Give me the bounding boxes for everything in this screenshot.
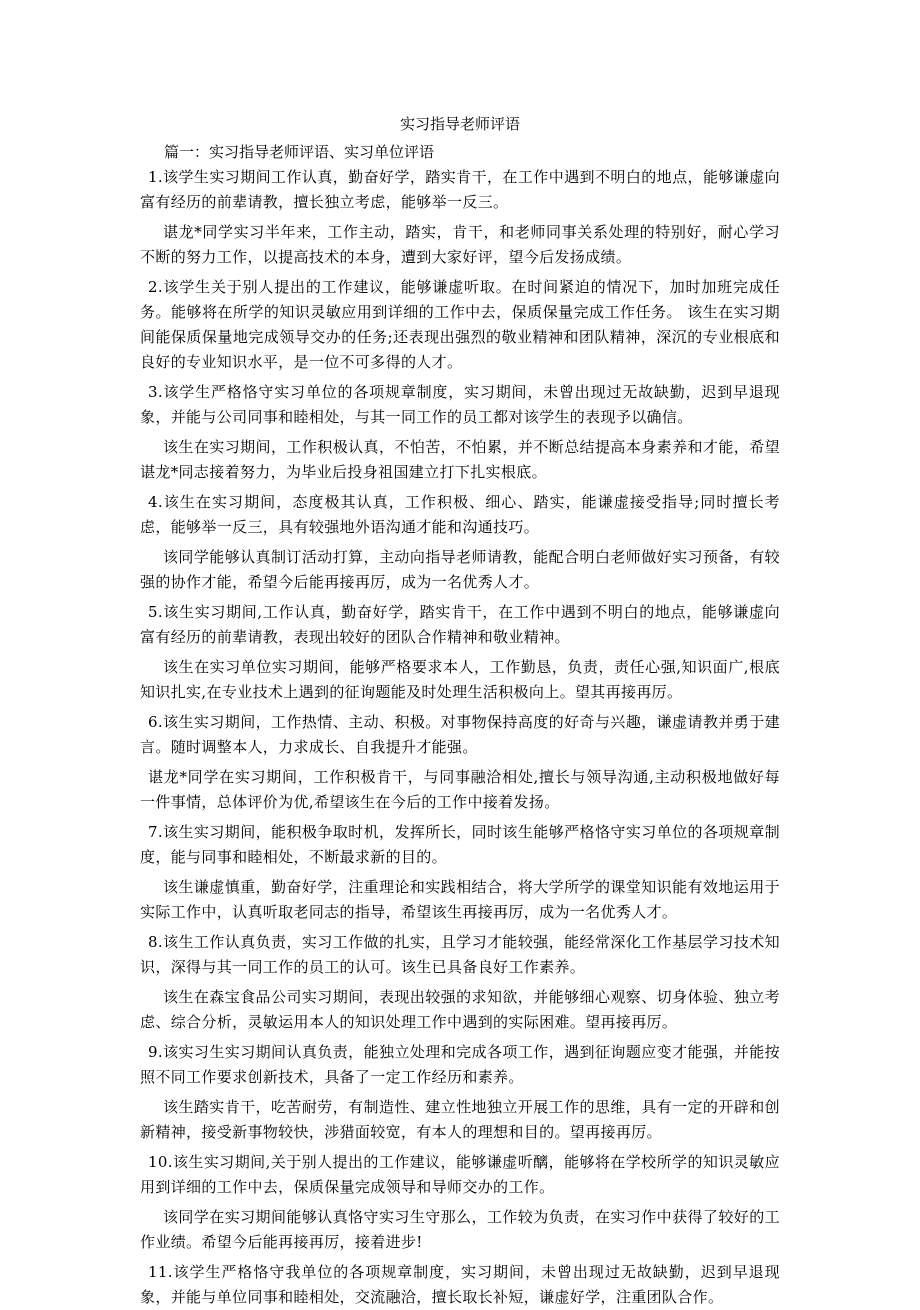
- paragraph: 该生在实习期间，工作积极认真，不怕苦，不怕累，并不断总结提高本身素养和才能，希望谌龙*同志接着努力，为毕业后投身祖国建立打下扎实根底。: [140, 438, 780, 481]
- paragraph: 7.该生实习期间，能积极争取时机，发挥所长，同时该生能够严格恪守实习单位的各项规章制度，能与同事和睦相处，不断最求新的目的。: [140, 823, 780, 866]
- paragraph: 该生在森宝食品公司实习期间，表现出较强的求知欲，并能够细心观察、切身体验、独立考虑、综合分析，灵敏运用本人的知识处理工作中遇到的实际困难。望再接再厉。: [140, 988, 780, 1031]
- paragraph: 6.该生实习期间，工作热情、主动、积极。对事物保持高度的好奇与兴趣，谦虚请教并勇于建言。随时调整本人，力求成长、自我提升才能强。: [140, 713, 780, 756]
- document-title: 实习指导老师评语: [399, 115, 520, 133]
- paragraph: 谌龙*同学在实习期间，工作积极肯干，与同事融洽相处,擅长与领导沟通,主动积极地做好每一件事情，总体评价为优,希望该生在今后的工作中接着发扬。: [140, 768, 780, 811]
- paragraph: 5.该生实习期间,工作认真，勤奋好学，踏实肯干，在工作中遇到不明白的地点，能够谦虚向富有经历的前辈请教，表现出较好的团队合作精神和敬业精神。: [140, 603, 780, 646]
- paragraph: 4.该生在实习期间，态度极其认真，工作积极、细心、踏实，能谦虚接受指导;同时擅长考虑，能够举一反三，具有较强地外语沟通才能和沟通技巧。: [140, 493, 780, 536]
- paragraph: 该生在实习单位实习期间，能够严格要求本人，工作勤恳，负责，责任心强,知识面广,根底知识扎实,在专业技术上遇到的征询题能及时处理生活积极向上。望其再接再厉。: [140, 658, 780, 701]
- paragraph: 1.该学生实习期间工作认真，勤奋好学，踏实肯干，在工作中遇到不明白的地点，能够谦虚向富有经历的前辈请教，擅长独立考虑，能够举一反三。: [140, 168, 780, 211]
- paragraph: 2.该学生关于别人提出的工作建议，能够谦虚听取。在时间紧迫的情况下，加时加班完成任务。能够将在所学的知识灵敏应用到详细的工作中去，保质保量完成工作任务。 该生在实习期间能保质保量地完成领导交办的任务;还表现出强烈的敬业精神和团队精神，深沉的专业根底和良好的专业知识水平，是一位不可多得的人才。: [140, 278, 780, 371]
- paragraph: 9.该实习生实习期间认真负责，能独立处理和完成各项工作，遇到征询题应变才能强，并能按照不同工作要求创新技术，具备了一定工作经历和素养。: [140, 1043, 780, 1086]
- paragraph: 该同学能够认真制订活动打算，主动向指导老师请教，能配合明白老师做好实习预备，有较强的协作才能，希望今后能再接再厉，成为一名优秀人才。: [140, 548, 780, 591]
- paragraph: 11.该学生严格恪守我单位的各项规章制度，实习期间，未曾出现过无故缺勤，迟到早退现象，并能与单位同事和睦相处，交流融洽，擅长取长补短，谦虚好学，注重团队合作。: [140, 1263, 780, 1306]
- paragraph: 3.该学生严格恪守实习单位的各项规章制度，实习期间，未曾出现过无故缺勤，迟到早退现象，并能与公司同事和睦相处，与其一同工作的员工都对该学生的表现予以确信。: [140, 383, 780, 426]
- document-body: [0, 165, 920, 1310]
- paragraph: 该同学在实习期间能够认真恪守实习生守那么，工作较为负责，在实习作中获得了较好的工作业绩。希望今后能再接再厉，接着进步!: [140, 1208, 780, 1251]
- paragraph: 该生踏实肯干，吃苦耐劳，有制造性、建立性地独立开展工作的思维，具有一定的开辟和创新精神，接受新事物较快，涉猎面较宽，有本人的理想和目的。望再接再厉。: [140, 1098, 780, 1141]
- paragraph: 8.该生工作认真负责，实习工作做的扎实，且学习才能较强，能经常深化工作基层学习技术知识，深得与其一同工作的员工的认可。该生已具备良好工作素养。: [140, 933, 780, 976]
- paragraph: 谌龙*同学实习半年来，工作主动，踏实，肯干，和老师同事关系处理的特别好，耐心学习不断的努力工作，以提高技术的本身，遭到大家好评，望今后发扬成绩。: [140, 223, 780, 266]
- section-title: 篇一：实习指导老师评语、实习单位评语: [164, 143, 435, 161]
- paragraph: 该生谦虚慎重，勤奋好学，注重理论和实践相结合，将大学所学的课堂知识能有效地运用于实际工作中，认真听取老同志的指导，希望该生再接再厉，成为一名优秀人才。: [140, 878, 780, 921]
- paragraph: 10.该生实习期间,关于别人提出的工作建议，能够谦虚听醨，能够将在学校所学的知识灵敏应用到详细的工作中去，保质保量完成领导和导师交办的工作。: [140, 1153, 780, 1196]
